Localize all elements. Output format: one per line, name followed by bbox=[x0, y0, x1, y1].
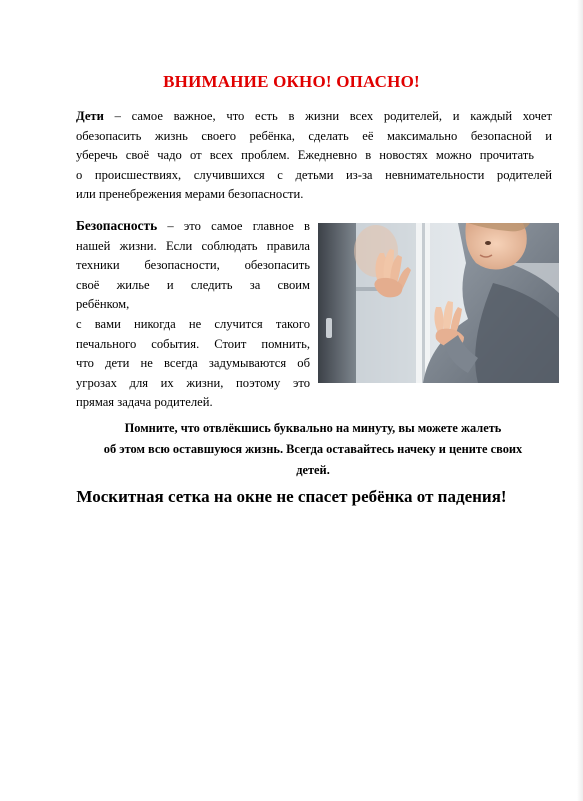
intro-paragraph bbox=[76, 107, 552, 205]
safety-line-5: ребёнком, bbox=[76, 297, 130, 312]
safety-line-6: с вами никогда не случится такого bbox=[76, 316, 310, 331]
intro-line-1: Дети – самое важное, что есть в жизни всех родителей, и каждый хочет bbox=[76, 109, 552, 123]
safety-line-9: угрозах для их жизни, поэтому это bbox=[76, 375, 310, 390]
child-at-window-illustration bbox=[318, 223, 559, 383]
safety-line-4: своё жилье и следить за своим bbox=[76, 277, 310, 292]
reminder-line-2: об этом всю оставшуюся жизнь. Всегда оставайтесь начеку и цените своих bbox=[103, 442, 523, 456]
safety-line-3: техники безопасности, обезопасить bbox=[76, 258, 310, 273]
page-edge-shadow bbox=[577, 0, 583, 801]
intro-line-4: о происшествиях, случившихся с детьми из-за невнимательности родителей bbox=[76, 167, 552, 182]
safety-line-2: нашей жизни. Если соблюдать правила bbox=[76, 238, 310, 253]
intro-line-2: обезопасить жизнь своего ребёнка, сделать её максимально безопасной и bbox=[76, 128, 552, 143]
safety-line-1: Безопасность – это самое главное в bbox=[76, 218, 310, 233]
safety-paragraph bbox=[76, 216, 310, 413]
intro-line-5: или пренебрежения мерами безопасности. bbox=[76, 187, 304, 202]
final-warning: Москитная сетка на окне не спасет ребёнка от падения! bbox=[76, 487, 507, 506]
reminder-line-3: детей. bbox=[296, 463, 330, 477]
safety-line-7: печального события. Стоит помнить, bbox=[76, 336, 310, 351]
reminder-paragraph bbox=[70, 418, 556, 481]
safety-lead: Безопасность bbox=[76, 218, 158, 233]
safety-line-10: прямая задача родителей. bbox=[76, 395, 213, 410]
child-at-window-photo bbox=[318, 223, 559, 383]
safety-line-8: что дети не всегда задумываются об bbox=[76, 356, 310, 371]
page-title: ВНИМАНИЕ ОКНО! ОПАСНО! bbox=[163, 72, 420, 91]
intro-lead: Дети bbox=[76, 109, 104, 123]
reminder-line-1: Помните, что отвлёкшись буквально на минуту, вы можете жалеть bbox=[124, 421, 502, 435]
intro-line-3: уберечь своё чадо от всех проблем. Ежедневно в новостях можно прочитать bbox=[76, 148, 534, 163]
